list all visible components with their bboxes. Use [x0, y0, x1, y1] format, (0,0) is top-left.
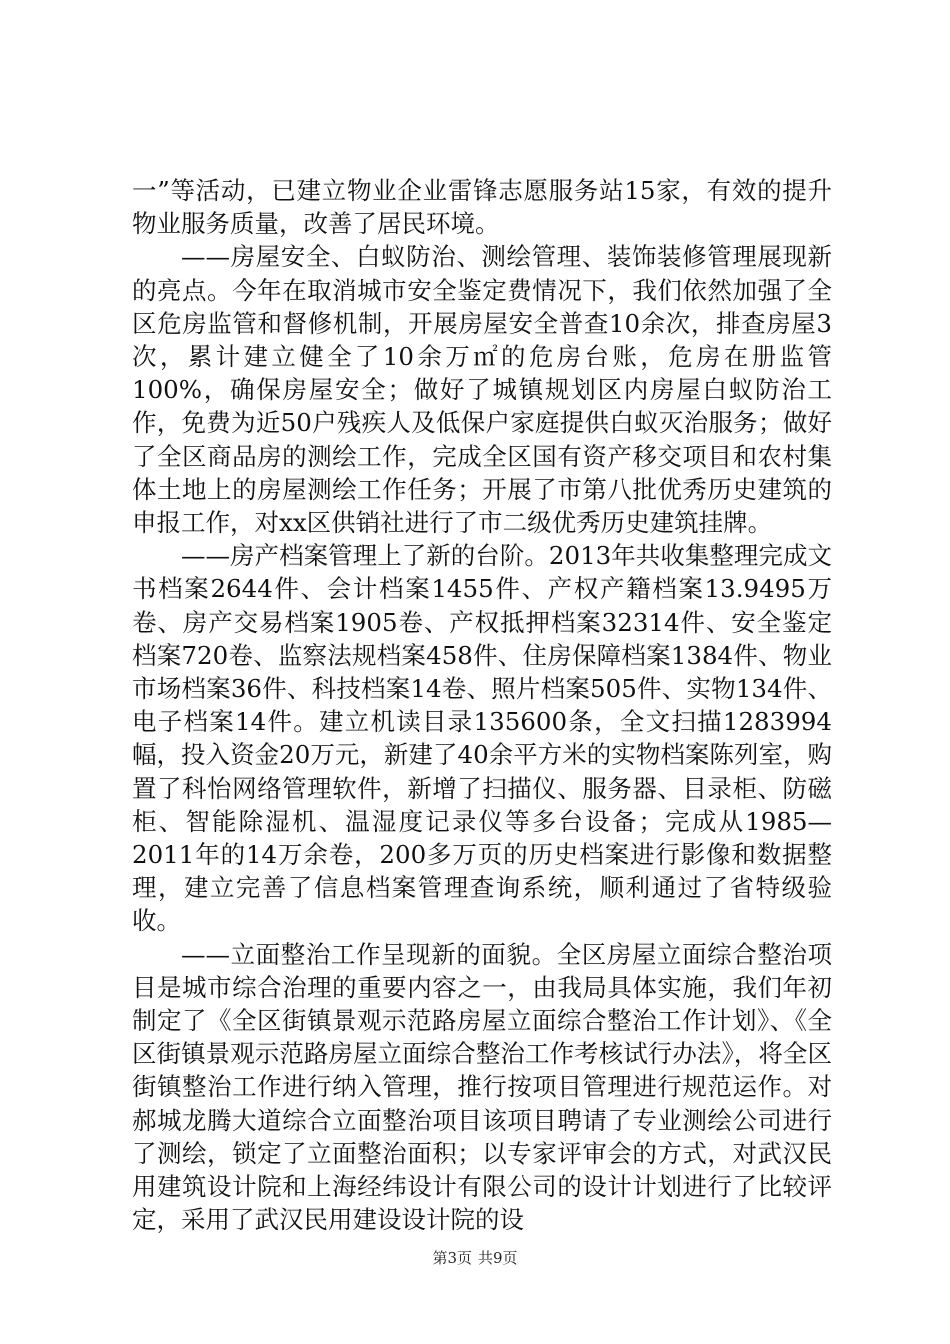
- page-footer: [0, 1247, 950, 1268]
- body-text: [132, 174, 832, 1237]
- page-total: 共9页: [478, 1249, 518, 1267]
- paragraph-housing-safety: ——房屋安全、白蚁防治、测绘管理、装饰装修管理展现新的亮点。今年在取消城市安全鉴定费情况下，我们依然加强了全区危房监管和督修机制，开展房屋安全普查10余次，排查房屋3次，累计建立健全了10余万㎡的危房台账，危房在册监管100%，确保房屋安全；做好了城镇规划区内房屋白蚁防治工作，免费为近50户残疾人及低保户家庭提供白蚁灭治服务；做好了全区商品房的测绘工作，完成全区国有资产移交项目和农村集体土地上的房屋测绘工作任务；开展了市第八批优秀历史建筑的申报工作，对xx区供销社进行了市二级优秀历史建筑挂牌。: [132, 242, 832, 538]
- paragraph-continuation: 一”等活动，已建立物业企业雷锋志愿服务站15家，有效的提升物业服务质量，改善了居民环境。: [132, 176, 832, 239]
- page-number: 第3页: [432, 1249, 472, 1267]
- paragraph-facade-renovation: ——立面整治工作呈现新的面貌。全区房屋立面综合整治项目是城市综合治理的重要内容之一，由我局具体实施，我们年初制定了《全区街镇景观示范路房屋立面综合整治工作计划》、《全区街镇景观示范路房屋立面综合整治工作考核试行办法》，将全区街镇整治工作进行纳入管理，推行按项目管理进行规范运作。对郝城龙腾大道综合立面整治项目该项目聘请了专业测绘公司进行了测绘，锁定了立面整治面积；以专家评审会的方式，对武汉民用建筑设计院和上海经纬设计有限公司的设计计划进行了比较评定，采用了武汉民用建设设计院的设: [132, 939, 832, 1235]
- paragraph-archive-management: ——房产档案管理上了新的台阶。2013年共收集整理完成文书档案2644件、会计档案1455件、产权产籍档案13.9495万卷、房产交易档案1905卷、产权抵押档案32314件、安全鉴定档案720卷、监察法规档案458件、住房保障档案1384件、物业市场档案36件、科技档案14卷、照片档案505件、实物134件、电子档案14件。建立机读目录135600条，全文扫描1283994幅，投入资金20万元，新建了40余平方米的实物档案陈列室，购置了科怡网络管理软件，新增了扫描仪、服务器、目录柜、防磁柜、智能除湿机、温湿度记录仪等多台设备；完成从1985—2011年的14万余卷，200多万页的历史档案进行影像和数据整理，建立完善了信息档案管理查询系统，顺利通过了省特级验收。: [132, 541, 832, 936]
